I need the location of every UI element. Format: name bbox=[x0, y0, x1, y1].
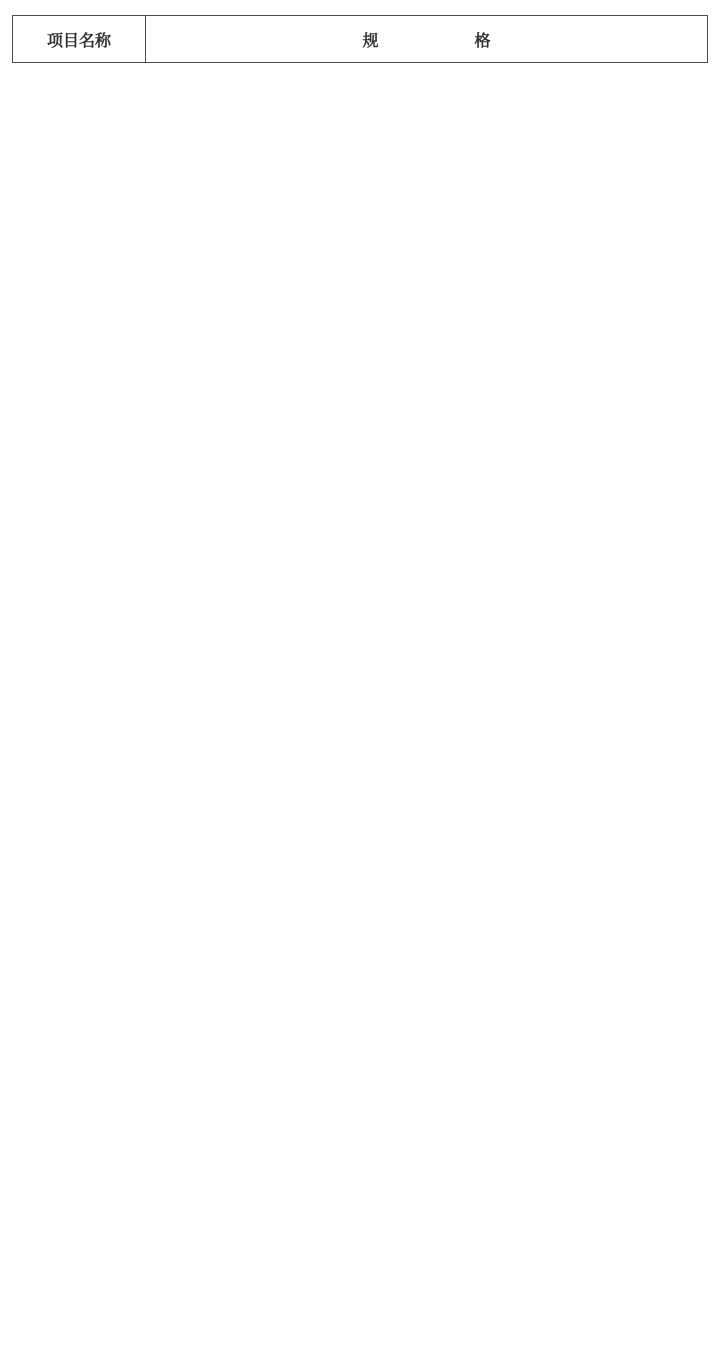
specification-column-header: 规 格 bbox=[146, 16, 708, 63]
item-name-column-header: 项目名称 bbox=[13, 16, 146, 63]
header-row bbox=[13, 16, 708, 63]
spec-table bbox=[12, 15, 708, 63]
